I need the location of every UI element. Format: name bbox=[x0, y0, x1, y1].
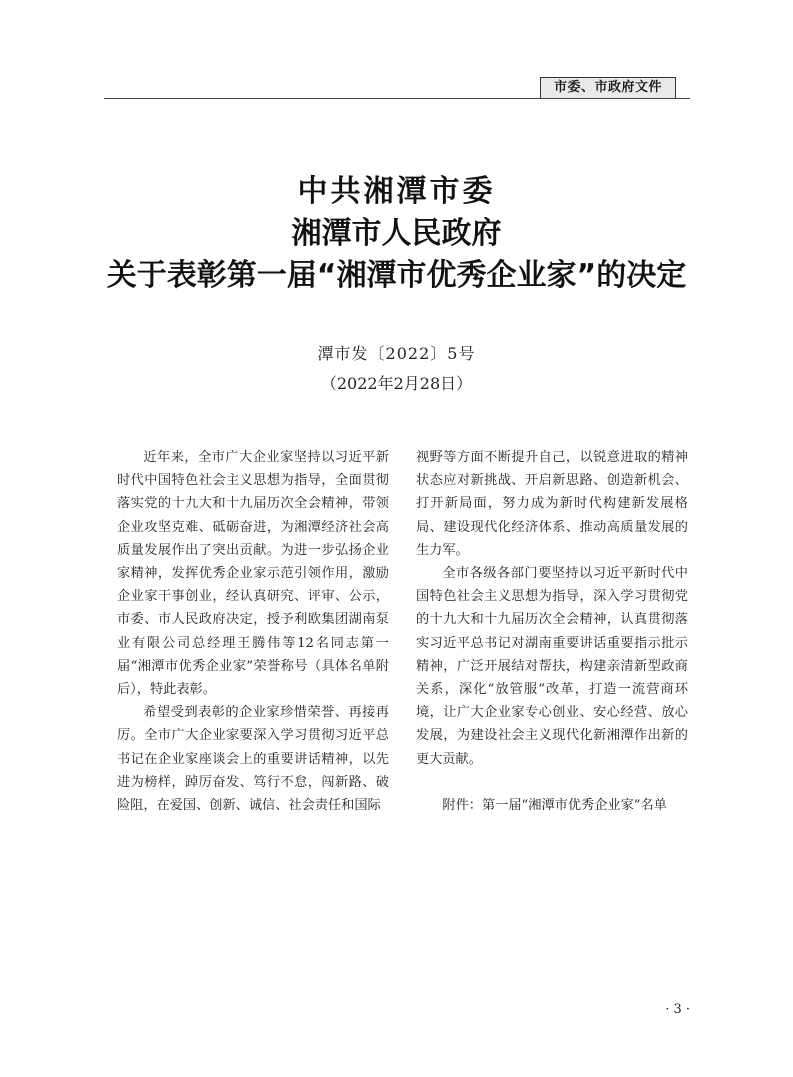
title-line-1: 中共湘潭市委 bbox=[297, 174, 496, 209]
attachment-note: 附件：第一届“湘潭市优秀企业家”名单 bbox=[442, 798, 667, 814]
body-paragraph-3: 全市各级各部门要坚持以习近平新时代中国特色社会主义思想为指导，深入学习贯彻党的十九大和十九届历次全会精神，认真贯彻落实习近平总书记对湖南重要讲话重要指示批示精神，广泛开展结对帮扶，构建亲清新型政商关系，深化“放管服”改革，打造一流营商环境，让广大企业家专心创业、安心经营、放心发展，为建设社会主义现代化新湘潭作出新的更大贡献。 bbox=[416, 566, 688, 767]
title-line-2: 湘潭市人民政府 bbox=[291, 216, 502, 251]
title-line-3: 关于表彰第一届“湘潭市优秀企业家”的决定 bbox=[106, 258, 687, 293]
body-paragraph-2: 希望受到表彰的企业家珍惜荣誉、再接再厉。全市广大企业家要深入学习贯彻习近平总书记在企业家座谈会上的重要讲话精神，以先进为榜样，踔厉奋发、笃行不怠，闯新路、破险阻，在爱国、创新、诚信、社会责任和国际 bbox=[117, 705, 389, 814]
body-paragraph-1: 近年来，全市广大企业家坚持以习近平新时代中国特色社会主义思想为指导，全面贯彻落实党的十九大和十九届历次全会精神，带领企业攻坚克难、砥砺奋进，为湘潭经济社会高质量发展作出了突出贡献。为进一步弘扬企业家精神，发挥优秀企业家示范引领作用，激励企业家干事创业，经认真研究、评审、公示，市委、市人民政府决定，授予利欧集团湖南泵业有限公司总经理王腾伟等12名同志第一届“湘潭市优秀企业家”荣誉称号（具体名单附后），特此表彰。 bbox=[117, 450, 389, 698]
section-tag: 市委、市政府文件 bbox=[540, 77, 676, 99]
page-number: · 3 · bbox=[665, 1002, 690, 1017]
body-column-left bbox=[117, 446, 389, 817]
document-date: （2022年2月28日） bbox=[320, 374, 473, 393]
header-divider bbox=[104, 98, 690, 99]
body-column-right bbox=[416, 446, 688, 817]
body-paragraph-2-continued: 视野等方面不断提升自己，以锐意进取的精神状态应对新挑战、开启新思路、创造新机会、打开新局面，努力成为新时代构建新发展格局、建设现代化经济体系、推动高质量发展的生力军。 bbox=[416, 450, 688, 558]
document-number: 潭市发〔2022〕5号 bbox=[317, 344, 476, 363]
